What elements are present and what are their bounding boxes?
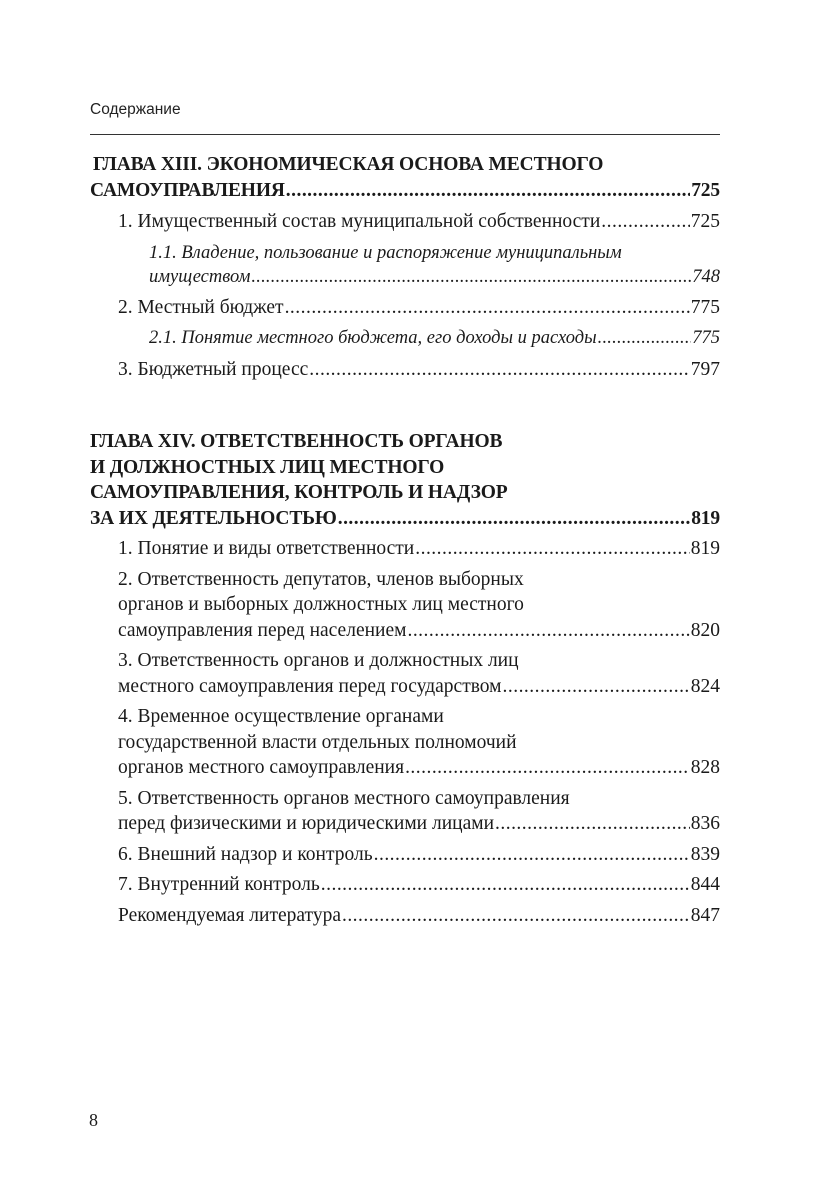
chapter-13-page: 725	[691, 179, 720, 201]
entry-page: 839	[690, 843, 720, 865]
entry-page: 748	[692, 267, 720, 287]
entry-title-line1: 2. Ответственность депутатов, членов выборных	[118, 568, 524, 590]
leader-dots	[407, 618, 689, 644]
entry-title: 6. Внешний надзор и контроль	[118, 843, 373, 865]
toc-entry-14-6[interactable]	[90, 842, 720, 868]
entry-title-line3: самоуправления перед населением	[118, 619, 407, 641]
entry-title-line1: 1.1. Владение, пользование и распоряжение муниципальным	[149, 242, 622, 263]
toc-entry-14-2[interactable]	[90, 567, 720, 644]
leader-dots	[415, 536, 690, 562]
chapter-13-title-line1: ГЛАВА XIII. ЭКОНОМИЧЕСКАЯ ОСНОВА МЕСТНОГО	[93, 154, 604, 175]
toc-entry-13-1-1[interactable]	[90, 241, 720, 290]
toc-entry-literature[interactable]	[90, 903, 720, 929]
entry-title-line1: 3. Ответственность органов и должностных лиц	[118, 650, 519, 671]
toc-entry-14-3[interactable]	[90, 648, 720, 699]
chapter-14-title-line4: ЗА ИХ ДЕЯТЕЛЬНОСТЬЮ	[90, 507, 337, 529]
toc-entry-14-5[interactable]	[90, 786, 720, 837]
toc-entry-13-2-1[interactable]	[90, 326, 720, 351]
entry-title: Рекомендуемая литература	[118, 904, 341, 926]
entry-title-line1: 4. Временное осуществление органами	[118, 706, 444, 727]
leader-dots	[601, 209, 689, 235]
leader-dots	[286, 178, 690, 204]
entry-page: 824	[690, 675, 720, 697]
toc-entry-14-1[interactable]	[90, 536, 720, 562]
chapter-14-entry[interactable]	[90, 429, 720, 531]
leader-dots	[598, 326, 692, 351]
chapter-13-entry[interactable]	[90, 152, 720, 203]
leader-dots	[405, 755, 690, 781]
leader-dots	[374, 842, 690, 868]
entry-title: 2. Местный бюджет	[118, 296, 284, 318]
chapter-14-title-line1: ГЛАВА XIV. ОТВЕТСТВЕННОСТЬ ОРГАНОВ	[90, 431, 503, 452]
entry-title-line2: государственной власти отдельных полномочий	[118, 731, 517, 753]
chapter-13-title-line2: САМОУПРАВЛЕНИЯ	[90, 179, 285, 201]
chapter-14-title-line2: И ДОЛЖНОСТНЫХ ЛИЦ МЕСТНОГО	[90, 456, 445, 478]
leader-dots	[503, 674, 690, 700]
entry-page: 828	[690, 757, 720, 778]
entry-title-line1: 5. Ответственность органов местного самоуправления	[118, 787, 570, 809]
entry-page: 819	[690, 538, 720, 559]
page-number: 8	[89, 1110, 98, 1130]
entry-page: 725	[690, 211, 720, 232]
leader-dots	[285, 295, 690, 321]
entry-page: 775	[690, 296, 720, 318]
entry-title: 1. Понятие и виды ответственности	[118, 538, 415, 559]
entry-page: 844	[690, 874, 720, 895]
entry-title-line2: перед физическими и юридическими лицами	[118, 813, 495, 834]
chapter-14-title-line3: САМОУПРАВЛЕНИЯ, КОНТРОЛЬ И НАДЗОР	[90, 482, 508, 503]
toc-entry-13-1[interactable]	[90, 209, 720, 235]
entry-title-line2: имуществом	[149, 267, 251, 287]
entry-page: 775	[692, 328, 720, 348]
table-of-contents	[90, 152, 720, 928]
leader-dots	[338, 506, 690, 532]
entry-page: 797	[690, 358, 720, 380]
entry-title: 3. Бюджетный процесс	[118, 358, 309, 380]
leader-dots	[309, 357, 689, 383]
toc-entry-14-7[interactable]	[90, 872, 720, 898]
leader-dots	[495, 811, 690, 837]
toc-entry-13-3[interactable]	[90, 357, 720, 383]
leader-dots	[342, 903, 690, 929]
leader-dots	[321, 872, 690, 898]
entry-page: 820	[690, 619, 720, 641]
entry-title: 2.1. Понятие местного бюджета, его доходы и расходы	[149, 328, 597, 348]
leader-dots	[251, 265, 691, 290]
header-rule	[90, 134, 720, 135]
toc-entry-14-4[interactable]	[90, 704, 720, 781]
entry-title-line2: органов и выборных должностных лиц местного	[118, 594, 524, 615]
entry-title: 7. Внутренний контроль	[118, 874, 320, 895]
toc-entry-13-2[interactable]	[90, 295, 720, 321]
entry-page: 847	[690, 904, 720, 926]
entry-page: 836	[690, 813, 720, 834]
entry-title-line3: органов местного самоуправления	[118, 757, 405, 778]
entry-title: 1. Имущественный состав муниципальной собственности	[118, 211, 601, 232]
entry-title-line2: местного самоуправления перед государством	[118, 675, 502, 697]
running-header: Содержание	[90, 101, 181, 118]
chapter-14-page: 819	[691, 507, 720, 529]
